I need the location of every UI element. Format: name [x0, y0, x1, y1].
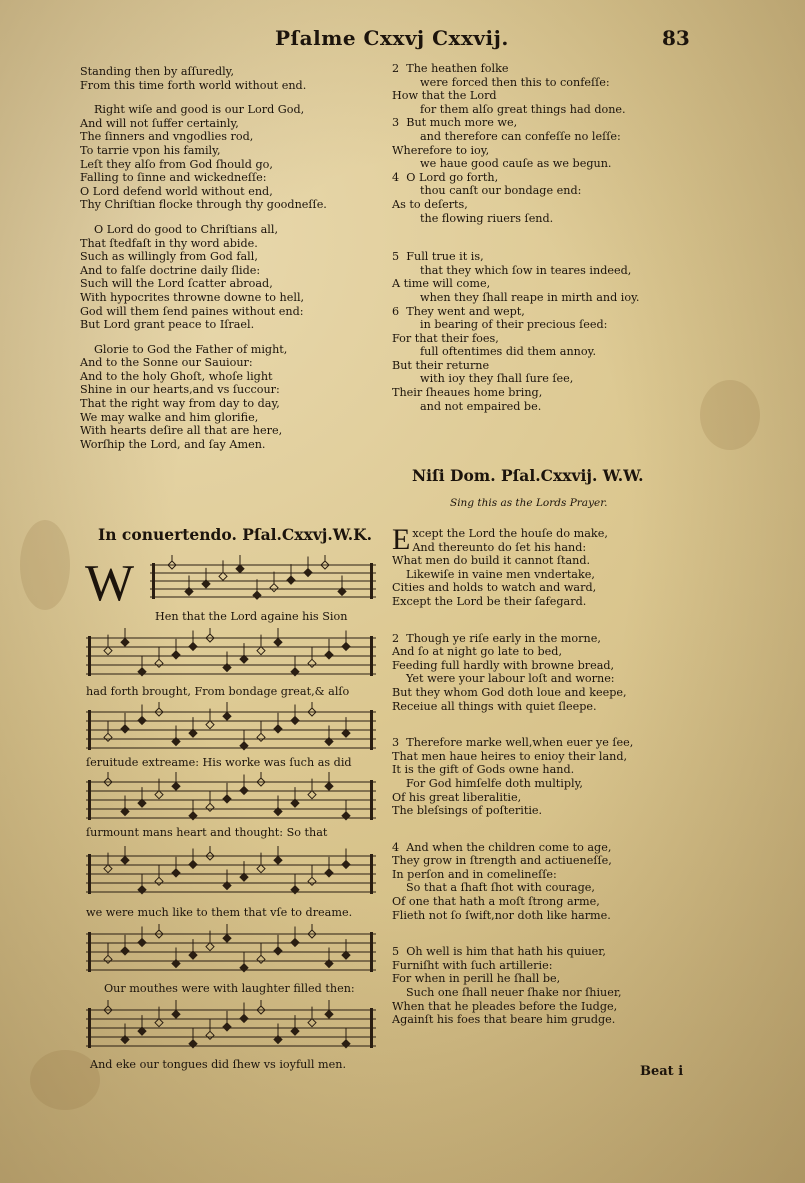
running-title: Pſalme Cxxvj Cxxvij. — [275, 26, 509, 50]
lyric-line: ſeruitude extreame: His worke was ſuch as did — [86, 756, 352, 769]
verse-line: The bleſsings of poſteritie. — [392, 804, 543, 818]
lyric-line: ſurmount mans heart and thought: So that — [86, 826, 328, 839]
verse-line: Yet were your labour loſt and worne: — [406, 672, 615, 686]
verse-line: Of his great liberalitie, — [392, 790, 522, 804]
verse-line: For that their foes, — [392, 331, 499, 345]
left-stanza-3 — [80, 343, 380, 452]
stain — [20, 520, 70, 610]
left-stanza-2 — [80, 223, 380, 332]
psalm-127-title: Niſi Dom. Pſal.Cxxvij. W.W. — [412, 466, 644, 485]
verse-line: And to the holy Ghoſt, whoſe light — [80, 369, 273, 383]
lyric-line: And eke our tongues did ſhew vs ioyfull men. — [90, 1058, 347, 1071]
verse-line: for them alſo great things had done. — [420, 102, 626, 116]
right-stanza-6 — [392, 945, 692, 1027]
verse-line: But Lord grant peace to Iſrael. — [80, 318, 255, 332]
verse-line: What men do build it cannot ſtand. — [392, 554, 591, 568]
verse-line: And to the Sonne our Sauiour: — [80, 356, 253, 370]
verse-line: and not empaired be. — [420, 399, 542, 413]
verse-line: And ſo at night go late to bed, — [392, 645, 563, 659]
music-staff — [86, 846, 376, 898]
verse-line: Likewiſe in vaine men vndertake, — [406, 567, 595, 581]
page-number: 83 — [662, 26, 690, 50]
verse-line: thou canſt our bondage end: — [420, 184, 582, 198]
lyric-line: we were much like to them that vſe to dreame. — [86, 906, 353, 919]
verse-line: and therefore can confeſſe no leſſe: — [420, 129, 621, 143]
right-stanza-3 — [392, 632, 692, 714]
verse-line: full oftentimes did them annoy. — [420, 345, 597, 359]
verse-line: Standing then by aſſuredly, — [80, 65, 235, 78]
verse-line: So that a ſhaft ſhot with courage, — [406, 881, 595, 895]
verse-line: For when in perill he ſhall be, — [392, 972, 561, 986]
verse-line: O Lord do good to Chriſtians all, — [94, 222, 279, 236]
verse-line: Shine in our hearts,and vs ſuccour: — [80, 383, 280, 397]
verse-line: 5 Oh well is him that hath his quiuer, — [392, 945, 606, 959]
verse-line: To tarrie vpon his family, — [80, 143, 221, 157]
verse-line: were forced then this to confeſſe: — [420, 75, 610, 89]
left-stanza-0 — [80, 65, 380, 92]
verse-line: the flowing riuers ſend. — [420, 211, 554, 225]
verse-line: with ioy they ſhall ſure ſee, — [420, 372, 574, 386]
verse-line: And to falſe doctrine daily ſlide: — [80, 263, 261, 277]
verse-line: Glorie to God the Father of might, — [94, 342, 288, 356]
lyric-line: had forth brought, From bondage great,& alſo — [86, 685, 350, 698]
verse-line: Such as willingly from God fall, — [80, 250, 258, 264]
verse-line: In perſon and in comelineſſe: — [392, 867, 557, 881]
right-stanza-5 — [392, 841, 692, 923]
verse-line: A time will come, — [392, 277, 491, 291]
verse-line: But their returne — [392, 358, 490, 372]
verse-line: we haue good cauſe as we begun. — [420, 157, 612, 171]
verse-line: 3 Therefore marke well,when euer ye ſee, — [392, 736, 634, 750]
verse-line: That men haue heires to enioy their land, — [392, 749, 628, 763]
verse-line: From this time forth world without end. — [80, 78, 307, 92]
tune-note: Sing this as the Lords Prayer. — [450, 497, 608, 509]
verse-line: With hearts deſire all that are here, — [80, 424, 283, 438]
right-column-bottom — [392, 523, 692, 1038]
page-header — [0, 22, 805, 52]
stain — [700, 380, 760, 450]
music-staff — [86, 628, 376, 680]
verse-line: O Lord defend world without end, — [80, 184, 273, 198]
verse-line: Receiue all things with quiet ſleepe. — [392, 699, 597, 713]
verse-line: God will them ſend paines without end: — [80, 304, 304, 318]
verse-line: that they which ſow in teares indeed, — [420, 263, 632, 277]
verse-line: And thereunto do ſet his hand: — [412, 540, 587, 554]
right-stanza-4 — [392, 736, 692, 818]
verse-line: Right wiſe and good is our Lord God, — [94, 103, 305, 117]
left-stanza-1 — [80, 103, 380, 212]
verse-line: That the right way from day to day, — [80, 397, 280, 411]
verse-line: They grow in ſtrength and actiueneſſe, — [392, 854, 612, 868]
verse-line: We may walke and him glorifie, — [80, 410, 259, 424]
right-column-top — [392, 62, 692, 424]
verse-line: And will not ſuffer certainly, — [80, 116, 239, 130]
lyric-line: Our mouthes were with laughter filled then: — [104, 982, 355, 995]
verse-line: With hypocrites throwne downe to hell, — [80, 290, 305, 304]
verse-line: For God himſelfe doth multiply, — [406, 776, 583, 790]
verse-line: Of one that hath a moſt ſtrong arme, — [392, 895, 600, 909]
drop-initial: E — [392, 523, 411, 556]
verse-line: Except the Lord be their ſafegard. — [392, 594, 587, 608]
verse-line: in bearing of their precious ſeed: — [420, 318, 608, 332]
music-staff — [86, 1000, 376, 1052]
music-staff — [86, 772, 376, 824]
verse-line: 6 They went and wept, — [392, 304, 525, 318]
left-column — [80, 65, 380, 462]
verse-line: Such will the Lord ſcatter abroad, — [80, 277, 273, 291]
verse-line: Furniſht with ſuch artillerie: — [392, 958, 553, 972]
lyric-line: Hen that the Lord againe his Sion — [155, 610, 348, 623]
music-staff — [86, 702, 376, 754]
verse-line: Againſt his foes that beare him grudge. — [392, 1013, 616, 1027]
verse-line: But they whom God doth loue and keepe, — [392, 685, 627, 699]
verse-line: 3 But much more we, — [392, 116, 518, 130]
verse-line: Their ſheaues home bring, — [392, 386, 543, 400]
verse-line: It is the gift of Gods owne hand. — [392, 763, 575, 777]
right-stanza-1 — [392, 250, 692, 413]
verse-line: Flieth not ſo ſwift,nor doth like harme. — [392, 908, 611, 922]
verse-line: Leſt they alſo from God ſhould go, — [80, 157, 273, 171]
verse-line: Feeding full hardly with browne bread, — [392, 658, 615, 672]
verse-line: 5 Full true it is, — [392, 250, 484, 264]
verse-line: Wherefore to ioy, — [392, 143, 490, 157]
verse-line: Such one ſhall neuer ſhake nor ſhiuer, — [406, 986, 622, 1000]
verse-line: xcept the Lord the houſe do make, — [412, 527, 608, 540]
psalm-126-title: In conuertendo. Pſal.Cxxvj.W.K. — [98, 525, 372, 544]
verse-line: 2 Though ye riſe early in the morne, — [392, 631, 601, 645]
verse-line: As to deſerts, — [392, 197, 468, 211]
verse-line: Cities and holds to watch and ward, — [392, 581, 597, 595]
verse-line: The ſinners and vngodlies rod, — [80, 130, 254, 144]
verse-line: 4 O Lord go forth, — [392, 170, 499, 184]
catchword: Beat i — [640, 1064, 684, 1079]
initial-capital: W — [85, 555, 135, 612]
right-stanza-2 — [392, 523, 692, 609]
verse-line: That ſtedfaſt in thy word abide. — [80, 236, 258, 250]
right-stanza-0 — [392, 62, 692, 225]
music-staff — [150, 555, 376, 603]
verse-line: Worſhip the Lord, and ſay Amen. — [80, 437, 266, 451]
verse-line: 4 And when the children come to age, — [392, 840, 612, 854]
verse-line: When that he pleades before the Iudge, — [392, 999, 618, 1013]
verse-line: 2 The heathen folke — [392, 62, 509, 75]
verse-line: when they ſhall reape in mirth and ioy. — [420, 290, 640, 304]
verse-line: Thy Chriſtian flocke through thy goodneſſe. — [80, 198, 327, 212]
music-staff — [86, 924, 376, 976]
verse-line: How that the Lord — [392, 89, 497, 103]
verse-line: Falling to ſinne and wickedneſſe: — [80, 171, 267, 185]
